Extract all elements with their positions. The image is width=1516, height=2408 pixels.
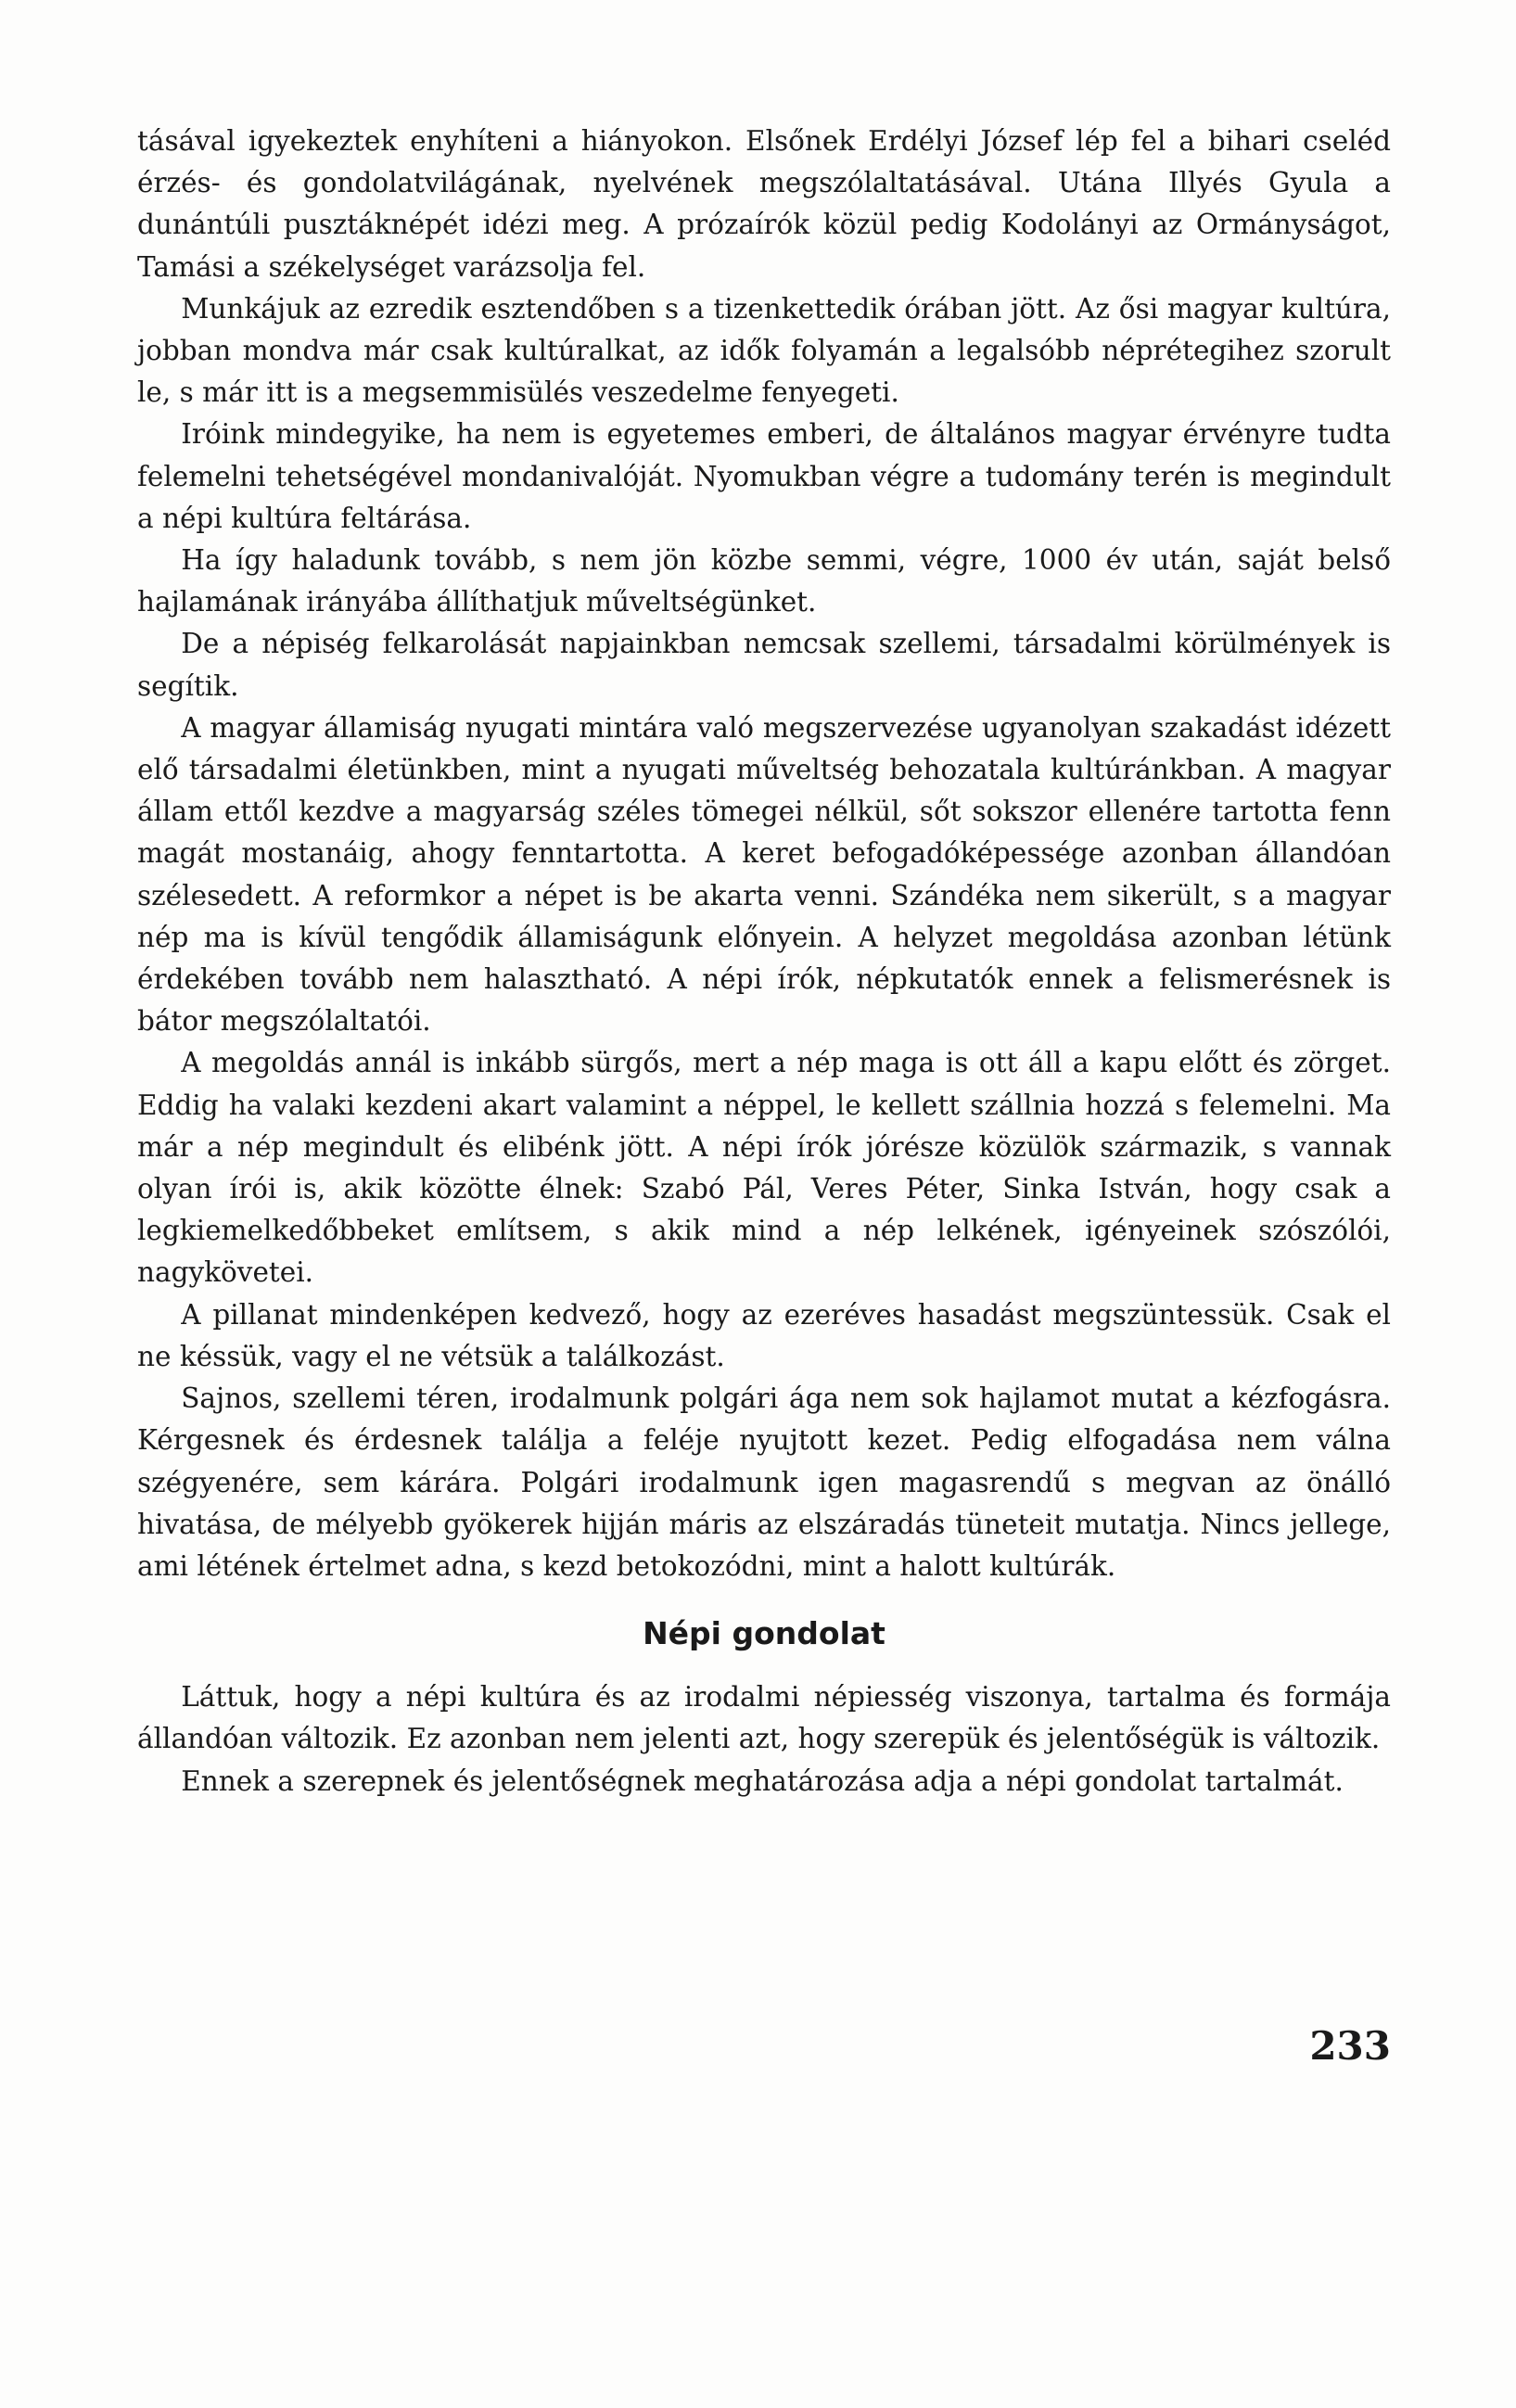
paragraph: Ha így haladunk tovább, s nem jön közbe semmi, végre, 1000 év után, saját belső hajlamának irányába állíthatjuk műveltségünket. bbox=[137, 544, 1391, 618]
paragraph: A magyar államiság nyugati mintára való megszervezése ugyanolyan szakadást idézett elő társadalmi életünkben, mint a nyugati műveltség behozatala kultúránkban. A magyar állam ettől kezdve a magyarság széles tömegei nélkül, sőt sokszor ellenére tartotta fenn magát mostanáig, ahogy fenntartotta. A keret befogadóképessége azonban állandóan szélesedett. A reformkor a népet is be akarta venni. Szándéka nem sikerült, s a magyar nép ma is kívül tengődik államiságunk előnyein. A helyzet megoldása azonban létünk érdekében tovább nem halasztható. A népi írók, népkutatók ennek a felismerésnek is bátor megszólaltatói. bbox=[137, 711, 1391, 1038]
page-number: 233 bbox=[1309, 2023, 1391, 2069]
paragraph: De a népiség felkarolását napjainkban nemcsak szellemi, társadalmi körülmények is segítik. bbox=[137, 628, 1391, 702]
paragraph: A megoldás annál is inkább sürgős, mert a nép maga is ott áll a kapu előtt és zörget. Eddig ha valaki kezdeni akart valamint a néppel, le kellett szállnia hozzá s felemelni. Ma már a nép megindult és elibénk jött. A népi írók jórésze közülök származik, s vannak olyan írói is, akik közötte élnek: Szabó Pál, Veres Péter, Sinka István, hogy csak a legkiemelkedőbbeket említsem, s akik mind a nép lelkének, igényeinek szószólói, nagykövetei. bbox=[137, 1047, 1391, 1289]
paragraph: Munkájuk az ezredik esztendőben s a tizenkettedik órában jött. Az ősi magyar kultúra, jobban mondva már csak kultúralkat, az idők folyamán a legalsóbb néprétegihez szorult le, s már itt is a megsemmisülés veszedelme fenyegeti. bbox=[137, 292, 1391, 409]
paragraph: Iróink mindegyike, ha nem is egyetemes emberi, de általános magyar érvényre tudta felemelni tehetségével mondanivalóját. Nyomukban végre a tudomány terén is megindult a népi kultúra feltárása. bbox=[137, 418, 1391, 534]
paragraph: Ennek a szerepnek és jelentőségnek meghatározása adja a népi gondolat tartalmát. bbox=[181, 1765, 1344, 1797]
body-text bbox=[137, 121, 1391, 1803]
paragraph: Láttuk, hogy a népi kultúra és az irodalmi népiesség viszonya, tartalma és formája állandóan változik. Ez azonban nem jelenti azt, hogy szerepük és jelentőségük is változik. bbox=[137, 1681, 1391, 1755]
paragraph: Sajnos, szellemi téren, irodalmunk polgári ága nem sok hajlamot mutat a kézfogásra. Kérgesnek és érdesnek találja a feléje nyujtott kezet. Pedig elfogadása nem válna szégyenére, sem kárára. Polgári irodalmunk igen magasrendű s megvan az önálló hivatása, de mélyebb gyökerek hijján máris az elszáradás tüneteit mutatja. Nincs jellege, ami létének értelmet adna, s kezd betokozódni, mint a halott kultúrák. bbox=[137, 1382, 1391, 1582]
paragraph-continued: tásával igyekeztek enyhíteni a hiányokon. Elsőnek Erdélyi József lép fel a bihari cseléd érzés- és gondolatvilágának, nyelvének megszólaltatásával. Utána Illyés Gyula a dunántúli pusztáknépét idézi meg. A prózaírók közül pedig Kodolányi az Ormányságot, Tamási a székelységet varázsolja fel. bbox=[137, 125, 1391, 283]
paragraph: A pillanat mindenképen kedvező, hogy az ezeréves hasadást megszüntessük. Csak el ne késsük, vagy el ne vétsük a találkozást. bbox=[137, 1298, 1391, 1372]
section-heading: Népi gondolat bbox=[643, 1615, 885, 1652]
